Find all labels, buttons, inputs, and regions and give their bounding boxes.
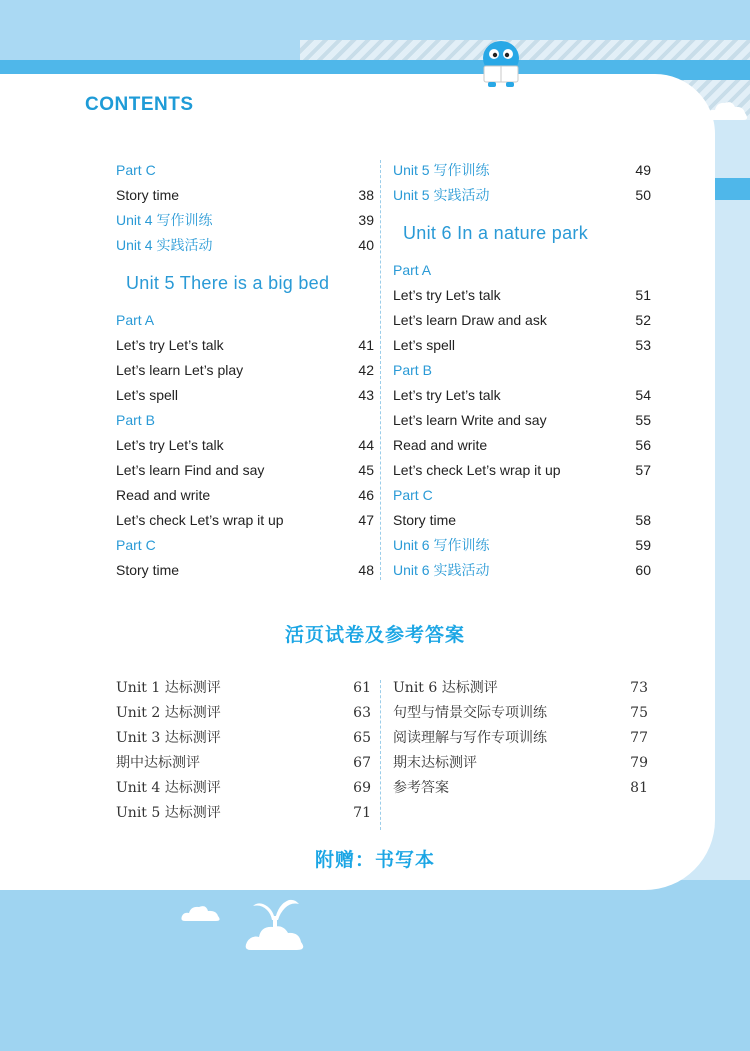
test-entry [393, 751, 648, 776]
test-entry [116, 776, 371, 801]
test-entry [393, 676, 648, 701]
part-heading [116, 533, 374, 558]
toc-entry [393, 183, 651, 208]
toc-entry-label: Part C [116, 162, 156, 178]
toc-entry [393, 533, 651, 558]
toc-entry [393, 158, 651, 183]
cloud-icon [180, 903, 222, 923]
toc-entry-label: Part B [116, 412, 155, 428]
test-entry-label: Unit 4 达标测评 [116, 780, 221, 796]
test-entry [116, 751, 371, 776]
toc-entry [393, 308, 651, 333]
tests-column-divider [380, 680, 381, 830]
page-number: 48 [358, 562, 374, 578]
gift-note: 附赠：书写本 [314, 850, 435, 871]
contents-title: CONTENTS [85, 94, 194, 115]
test-entry-label: Unit 1 达标测评 [116, 680, 221, 696]
page-number: 44 [358, 437, 374, 453]
test-entry-label: Unit 5 达标测评 [116, 805, 221, 821]
toc-entry-label: Read and write [116, 487, 211, 503]
toc-entry [116, 358, 374, 383]
toc-entry [393, 333, 651, 358]
page-number: 46 [358, 487, 374, 503]
cloud-icon [705, 98, 750, 122]
test-entry [116, 801, 371, 826]
part-heading [393, 358, 651, 383]
page-number: 59 [635, 537, 651, 553]
test-entry-label: 参考答案 [393, 780, 449, 796]
toc-entry-label: Story time [116, 562, 180, 578]
tests-right-column [393, 676, 648, 801]
page-number: 50 [635, 187, 651, 203]
toc-entry [393, 508, 651, 533]
toc-entry-label: Let’s learn Find and say [116, 462, 265, 478]
cloud-icon [633, 120, 703, 152]
toc-entry [116, 483, 374, 508]
toc-entry-label: Unit 6 实践活动 [393, 562, 490, 578]
page-number: 40 [358, 237, 374, 253]
unit-heading: Unit 5 There is a big bed [126, 273, 330, 293]
page-number: 49 [635, 162, 651, 178]
toc-entry [393, 433, 651, 458]
toc-entry-label: Unit 6 写作训练 [393, 537, 490, 553]
toc-entry-label: Unit 5 写作训练 [393, 162, 490, 178]
test-entry-label: 期中达标测评 [116, 755, 200, 771]
toc-entry [116, 383, 374, 408]
column-divider [380, 160, 381, 580]
toc-left-column [116, 158, 374, 583]
toc-entry-label: Let’s learn Write and say [393, 412, 547, 428]
page-number: 58 [635, 512, 651, 528]
page-number: 79 [630, 755, 648, 771]
page-number: 39 [358, 212, 374, 228]
toc-entry [393, 458, 651, 483]
toc-entry [116, 508, 374, 533]
test-entry [393, 726, 648, 751]
toc-entry-label: Unit 4 实践活动 [116, 237, 213, 253]
page-number: 41 [358, 337, 374, 353]
test-entry [116, 726, 371, 751]
toc-entry [116, 433, 374, 458]
test-entry [393, 701, 648, 726]
toc-entry-label: Unit 5 实践活动 [393, 187, 490, 203]
test-entry-label: Unit 3 达标测评 [116, 730, 221, 746]
toc-entry-label: Let’s learn Let’s play [116, 362, 244, 378]
page-number: 52 [635, 312, 651, 328]
tests-left-column [116, 676, 371, 826]
toc-entry-label: Let’s check Let’s wrap it up [393, 462, 561, 478]
page-number: 53 [635, 337, 651, 353]
page-number: 51 [635, 287, 651, 303]
toc-entry-label: Part A [393, 262, 432, 278]
test-entry-label: 期末达标测评 [393, 755, 477, 771]
toc-entry-label: Unit 4 写作训练 [116, 212, 213, 228]
page-number: 75 [630, 705, 648, 721]
toc-entry-label: Let’s try Let’s talk [393, 387, 501, 403]
page-number: 71 [353, 805, 371, 821]
page-number: 81 [630, 780, 648, 796]
mascot-reading-icon [478, 38, 524, 88]
toc-entry-label: Part B [393, 362, 432, 378]
toc-entry-label: Part A [116, 312, 155, 328]
toc-entry-label: Read and write [393, 437, 488, 453]
page-number: 63 [353, 705, 371, 721]
page-number: 77 [630, 730, 648, 746]
toc-entry-label: Let’s try Let’s talk [116, 437, 224, 453]
unit-heading: Unit 6 In a nature park [403, 223, 589, 243]
cloud-sprout-icon [245, 892, 305, 954]
page-number: 38 [358, 187, 374, 203]
test-entry-label: 阅读理解与写作专项训练 [393, 730, 547, 746]
part-heading [116, 408, 374, 433]
page-number: 56 [635, 437, 651, 453]
toc-entry-label: Story time [116, 187, 180, 203]
tests-section-title: 活页试卷及参考答案 [284, 625, 465, 646]
toc-entry-label: Part C [393, 487, 433, 503]
page-number: 45 [358, 462, 374, 478]
part-heading [116, 158, 374, 183]
toc-entry [393, 558, 651, 583]
toc-entry-label: Let’s spell [116, 387, 179, 403]
toc-entry-label: Let’s learn Draw and ask [393, 312, 547, 328]
page-number: 65 [353, 730, 371, 746]
toc-right-column [393, 158, 651, 583]
toc-entry-label: Story time [393, 512, 457, 528]
test-entry-label: Unit 6 达标测评 [393, 680, 498, 696]
toc-entry [116, 558, 374, 583]
toc-entry [116, 233, 374, 258]
part-heading [393, 483, 651, 508]
test-entry [116, 676, 371, 701]
toc-entry-label: Let’s spell [393, 337, 456, 353]
page-number: 69 [353, 780, 371, 796]
test-entry-label: Unit 2 达标测评 [116, 705, 221, 721]
page-number: 57 [635, 462, 651, 478]
toc-entry [393, 383, 651, 408]
page-number: 43 [358, 387, 374, 403]
toc-entry [116, 333, 374, 358]
toc-entry-label: Let’s try Let’s talk [393, 287, 501, 303]
page-number: 67 [353, 755, 371, 771]
test-entry-label: 句型与情景交际专项训练 [393, 705, 547, 721]
page-number: 73 [630, 680, 648, 696]
part-heading [116, 308, 374, 333]
page-number: 55 [635, 412, 651, 428]
toc-entry-label: Part C [116, 537, 156, 553]
toc-entry-label: Let’s check Let’s wrap it up [116, 512, 284, 528]
page-number: 47 [358, 512, 374, 528]
toc-entry [116, 458, 374, 483]
test-entry [116, 701, 371, 726]
bottom-background [0, 880, 750, 1051]
toc-entry [393, 283, 651, 308]
toc-entry-label: Let’s try Let’s talk [116, 337, 224, 353]
toc-entry [116, 183, 374, 208]
page-number: 60 [635, 562, 651, 578]
page-number: 61 [353, 680, 371, 696]
test-entry [393, 776, 648, 801]
toc-entry [393, 408, 651, 433]
toc-entry [116, 208, 374, 233]
part-heading [393, 258, 651, 283]
page-number: 54 [635, 387, 651, 403]
page-number: 42 [358, 362, 374, 378]
